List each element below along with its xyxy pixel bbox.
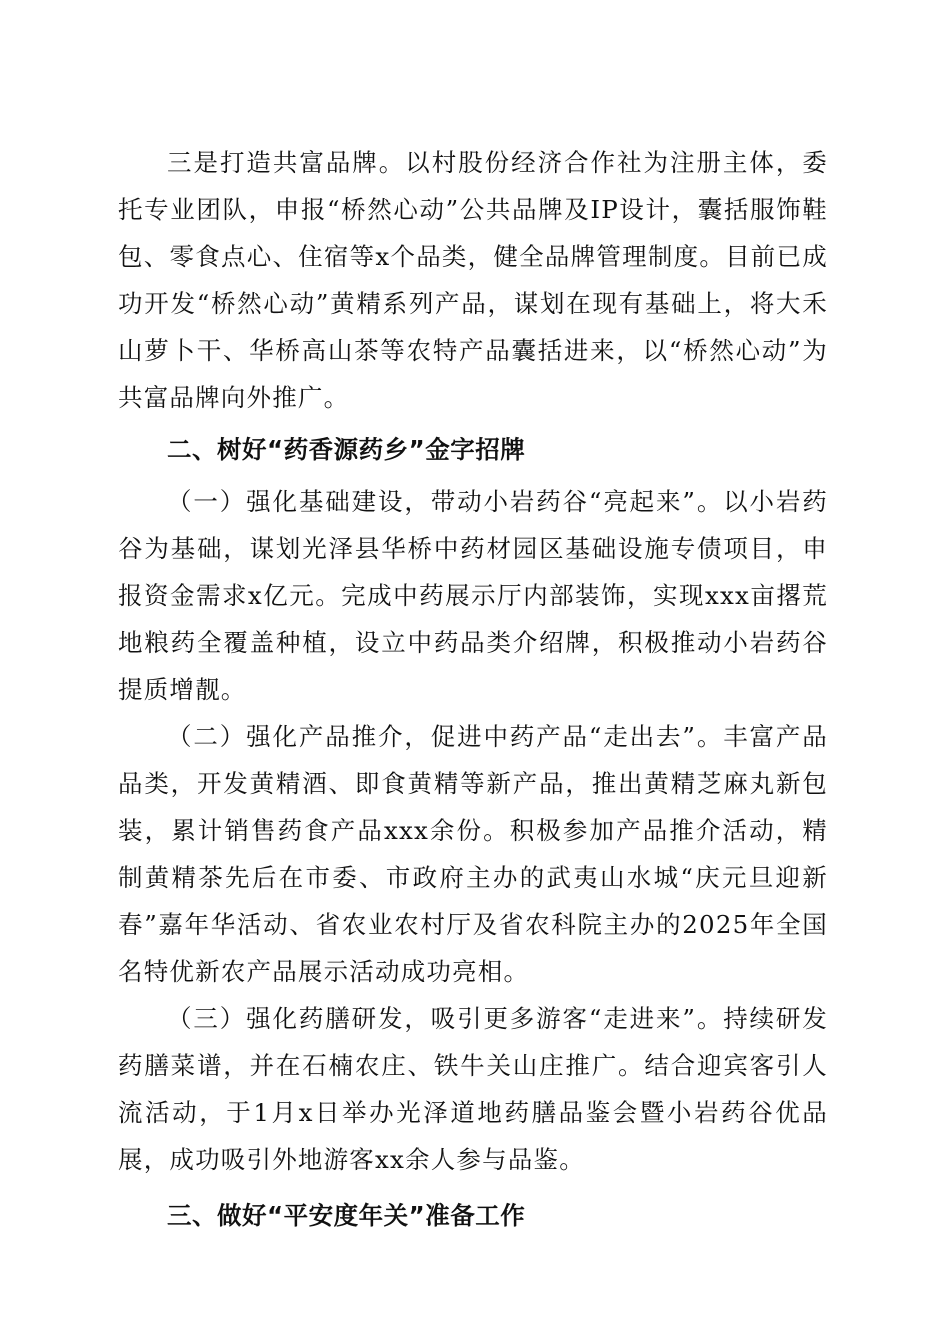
document-body [118, 139, 828, 1249]
paragraph-brand: 三是打造共富品牌。以村股份经济合作社为注册主体，委托专业团队，申报“桥然心动”公共品牌及IP设计，囊括服饰鞋包、零食点心、住宿等x个品类，健全品牌管理制度。目前已成功开发“桥然心动”黄精系列产品，谋划在现有基础上，将大禾山萝卜干、华桥高山茶等农特产品囊括进来，以“桥然心动”为共富品牌向外推广。 [118, 148, 828, 412]
section-heading-three: 三、做好“平安度年关”准备工作 [167, 1201, 526, 1230]
paragraph-medicinal-cuisine: （三）强化药膳研发，吸引更多游客“走进来”。持续研发药膳菜谱，并在石楠农庄、铁牛关山庄推广。结合迎宾客引人流活动，于1月x日举办光泽道地药膳品鉴会暨小岩药谷优品展，成功吸引外地游客xx余人参与品鉴。 [118, 1004, 828, 1174]
paragraph-infrastructure: （一）强化基础建设，带动小岩药谷“亮起来”。以小岩药谷为基础，谋划光泽县华桥中药材园区基础设施专债项目，申报资金需求x亿元。完成中药展示厅内部装饰，实现xxx亩撂荒地粮药全覆盖种植，设立中药品类介绍牌，积极推动小岩药谷提质增靓。 [118, 487, 828, 704]
section-heading-two: 二、树好“药香源药乡”金字招牌 [167, 435, 526, 464]
paragraph-product-promotion: （二）强化产品推介，促进中药产品“走出去”。丰富产品品类，开发黄精酒、即食黄精等新产品，推出黄精芝麻丸新包装，累计销售药食产品xxx余份。积极参加产品推介活动，精制黄精茶先后在市委、市政府主办的武夷山水城“庆元旦迎新春”嘉年华活动、省农业农村厅及省农科院主办的2025年全国名特优新农产品展示活动成功亮相。 [118, 722, 828, 986]
